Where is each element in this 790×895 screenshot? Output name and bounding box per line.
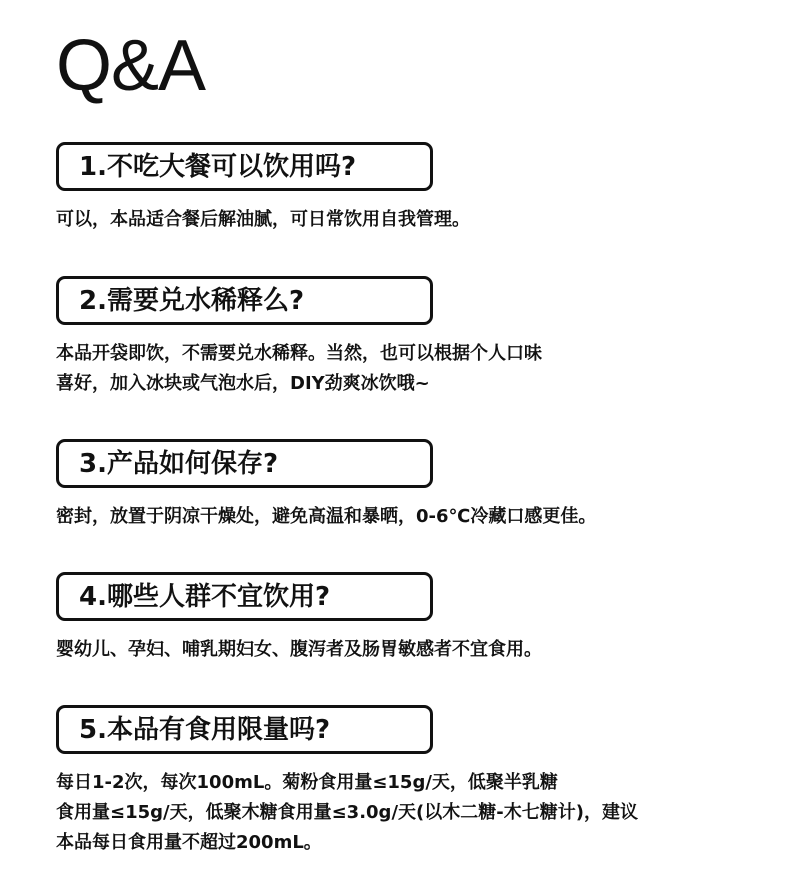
- answer-text: [56, 205, 756, 235]
- question-box: 2.需要兑水稀释么?: [56, 276, 433, 325]
- question-box: 5.本品有食用限量吗?: [56, 705, 433, 754]
- question-box: 1.不吃大餐可以饮用吗?: [56, 142, 433, 191]
- answer-line: 本品开袋即饮，不需要兑水稀释。当然，也可以根据个人口味: [56, 343, 542, 364]
- qa-item-4: [56, 572, 756, 665]
- qa-item-1: [56, 142, 756, 235]
- answer-text: [56, 339, 756, 399]
- answer-text: [56, 502, 756, 532]
- page-title: Q&A: [56, 26, 206, 106]
- answer-line: 喜好，加入冰块或气泡水后，DIY劲爽冰饮哦~: [56, 373, 430, 394]
- answer-line: 本品每日食用量不超过200mL。: [56, 832, 322, 853]
- question-box: 4.哪些人群不宜饮用?: [56, 572, 433, 621]
- qa-item-3: [56, 439, 756, 532]
- answer-line: 可以，本品适合餐后解油腻，可日常饮用自我管理。: [56, 209, 470, 230]
- qa-item-5: [56, 705, 756, 858]
- answer-line: 食用量≤15g/天，低聚木糖食用量≤3.0g/天(以木二糖-木七糖计)，建议: [56, 802, 638, 823]
- answer-text: [56, 768, 756, 858]
- qa-item-2: [56, 276, 756, 399]
- answer-text: [56, 635, 756, 665]
- answer-line: 每日1-2次，每次100mL。菊粉食用量≤15g/天，低聚半乳糖: [56, 772, 558, 793]
- answer-line: 婴幼儿、孕妇、哺乳期妇女、腹泻者及肠胃敏感者不宜食用。: [56, 639, 542, 660]
- question-box: 3.产品如何保存?: [56, 439, 433, 488]
- answer-line: 密封，放置于阴凉干燥处，避免高温和暴晒，0-6℃冷藏口感更佳。: [56, 506, 597, 527]
